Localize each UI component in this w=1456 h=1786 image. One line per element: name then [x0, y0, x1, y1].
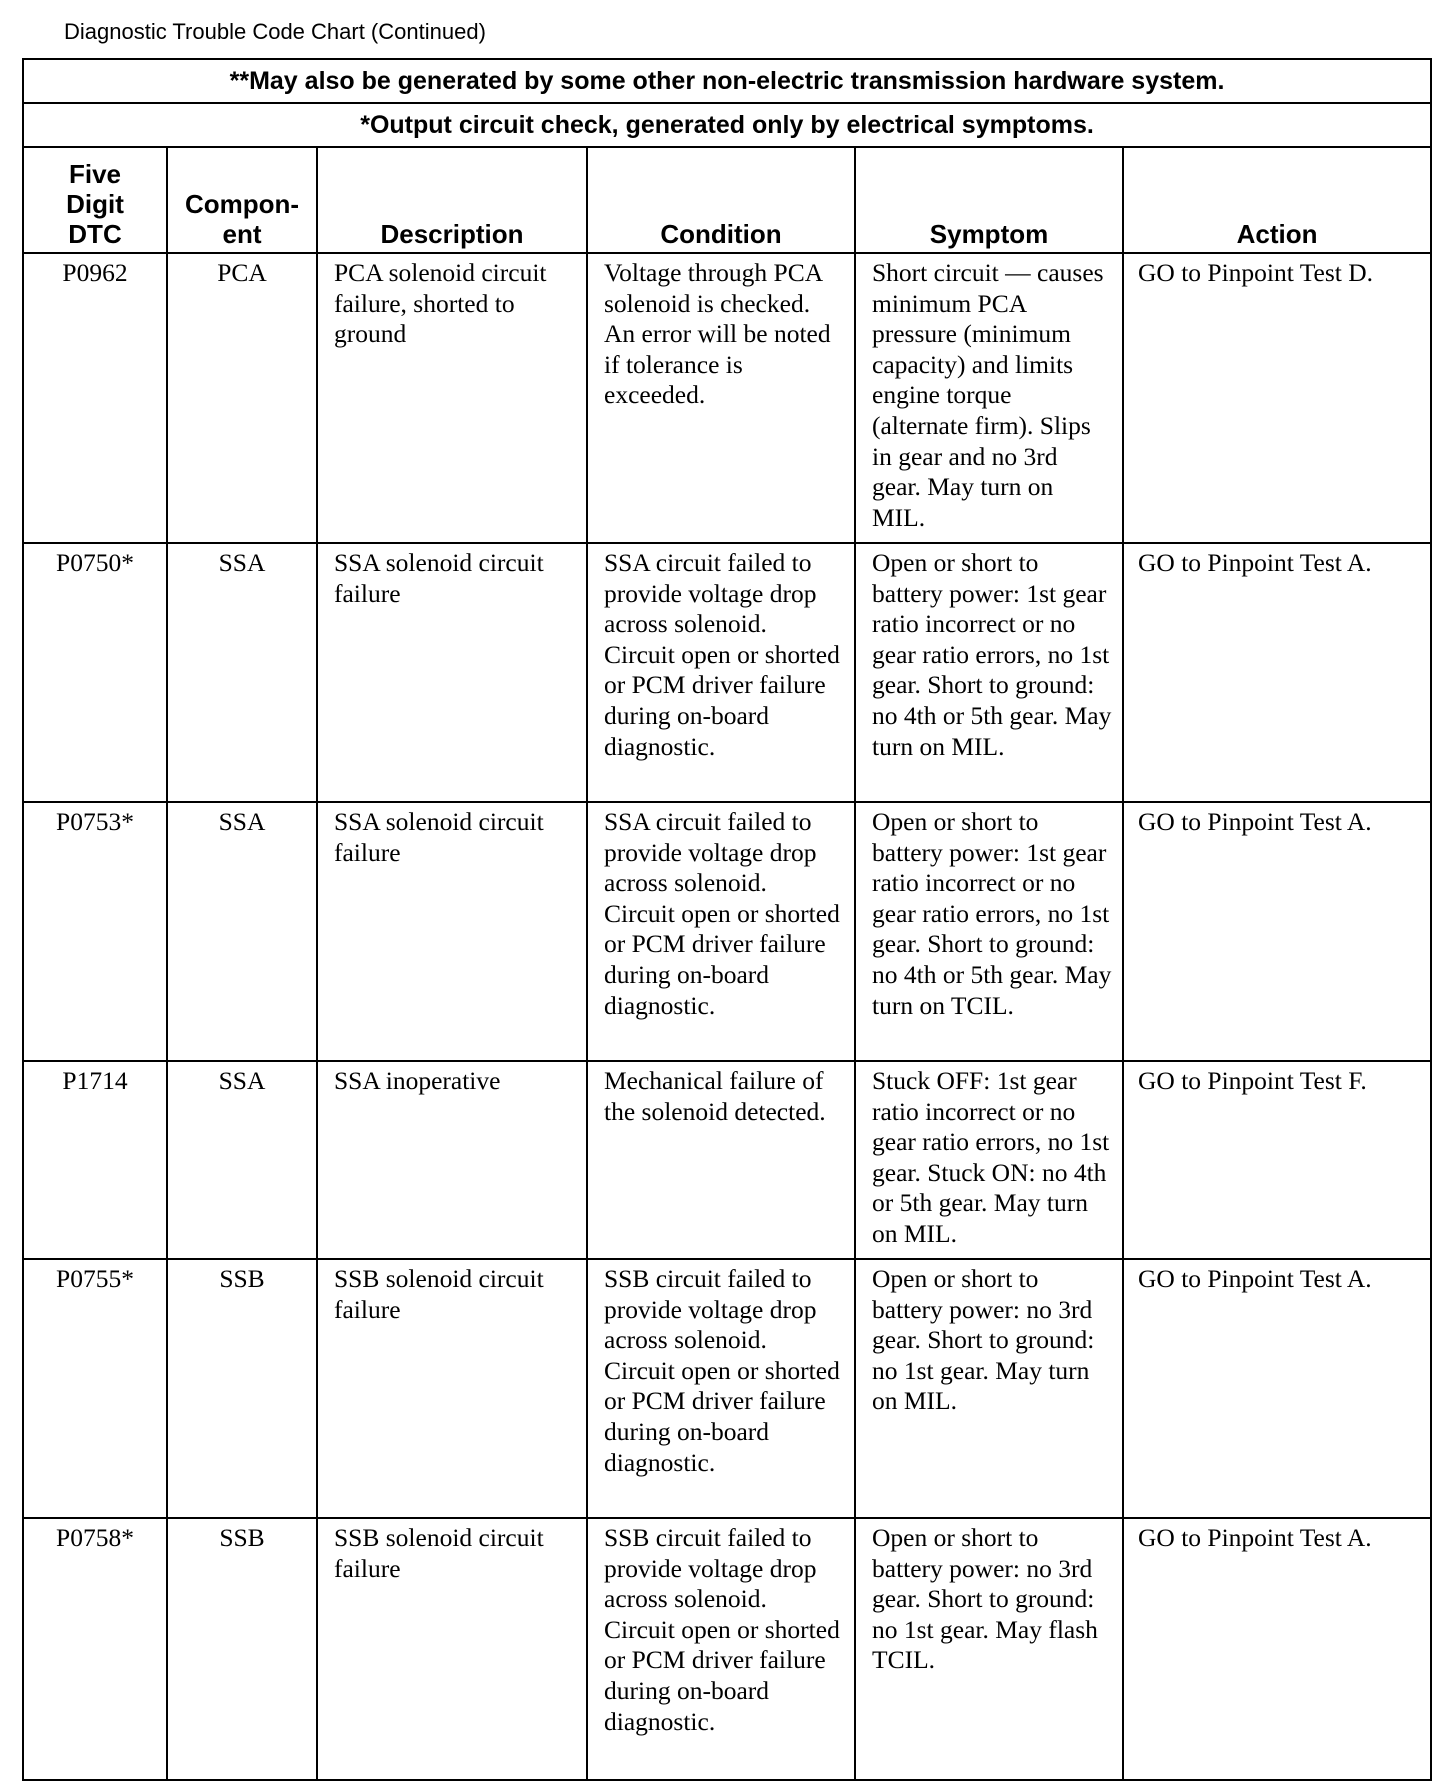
- table-row: [23, 543, 1431, 802]
- cell-condition: SSA circuit failed to provide voltage drop across solenoid. Circuit open or shorted or PCM driver failure during on-board diagnostic.: [587, 543, 855, 802]
- cell-condition: SSB circuit failed to provide voltage drop across solenoid. Circuit open or shorted or PCM driver failure during on-board diagnostic.: [587, 1518, 855, 1780]
- cell-action: GO to Pinpoint Test A.: [1123, 1518, 1431, 1780]
- cell-component: SSA: [167, 802, 317, 1061]
- cell-dtc: P0753*: [23, 802, 167, 1061]
- cell-symptom: Open or short to battery power: 1st gear ratio incorrect or no gear ratio errors, no 1st gear. Short to ground: no 4th or 5th gear. May turn on MIL.: [855, 543, 1123, 802]
- cell-action: GO to Pinpoint Test A.: [1123, 802, 1431, 1061]
- header-component-line-1: Compon-: [184, 189, 300, 219]
- table-row: [23, 253, 1431, 543]
- table-row: [23, 1061, 1431, 1259]
- cell-component: SSB: [167, 1518, 317, 1780]
- cell-condition: Voltage through PCA solenoid is checked. An error will be noted if tolerance is exceeded.: [587, 253, 855, 543]
- cell-dtc: P0750*: [23, 543, 167, 802]
- cell-dtc: P0962: [23, 253, 167, 543]
- cell-action: GO to Pinpoint Test D.: [1123, 253, 1431, 543]
- table-row: [23, 1518, 1431, 1780]
- cell-description: SSA solenoid circuit failure: [317, 802, 587, 1061]
- note-output-circuit: *Output circuit check, generated only by electrical symptoms.: [23, 103, 1431, 147]
- cell-component: SSB: [167, 1259, 317, 1518]
- cell-description: SSA solenoid circuit failure: [317, 543, 587, 802]
- header-condition: Condition: [587, 147, 855, 253]
- cell-description: SSB solenoid circuit failure: [317, 1518, 587, 1780]
- cell-dtc: P0758*: [23, 1518, 167, 1780]
- cell-condition: SSB circuit failed to provide voltage drop across solenoid. Circuit open or shorted or PCM driver failure during on-board diagnostic.: [587, 1259, 855, 1518]
- note-non-electric: **May also be generated by some other non-electric transmission hardware system.: [23, 59, 1431, 103]
- cell-description: SSB solenoid circuit failure: [317, 1259, 587, 1518]
- header-component-line-2: ent: [222, 219, 262, 249]
- note-row-output-circuit: [23, 103, 1431, 147]
- cell-component: SSA: [167, 1061, 317, 1259]
- cell-action: GO to Pinpoint Test A.: [1123, 1259, 1431, 1518]
- cell-description: PCA solenoid circuit failure, shorted to ground: [317, 253, 587, 543]
- cell-symptom: Stuck OFF: 1st gear ratio incorrect or no gear ratio errors, no 1st gear. Stuck ON: no 4th or 5th gear. May turn on MIL.: [855, 1061, 1123, 1259]
- header-dtc-line-2: Digit: [66, 189, 124, 219]
- cell-component: SSA: [167, 543, 317, 802]
- dtc-chart-table: [22, 58, 1432, 1781]
- header-dtc-line-1: Five: [68, 159, 122, 189]
- cell-symptom: Open or short to battery power: no 3rd gear. Short to ground: no 1st gear. May flash TCIL.: [855, 1518, 1123, 1780]
- cell-action: GO to Pinpoint Test A.: [1123, 543, 1431, 802]
- page-title: Diagnostic Trouble Code Chart (Continued): [64, 19, 486, 44]
- header-five-digit-dtc: [23, 147, 167, 253]
- cell-symptom: Open or short to battery power: 1st gear ratio incorrect or no gear ratio errors, no 1st gear. Short to ground: no 4th or 5th gear. May turn on TCIL.: [855, 802, 1123, 1061]
- header-component: [167, 147, 317, 253]
- cell-symptom: Short circuit — causes minimum PCA pressure (minimum capacity) and limits engine torque (alternate firm). Slips in gear and no 3rd gear. May turn on MIL.: [855, 253, 1123, 543]
- cell-action: GO to Pinpoint Test F.: [1123, 1061, 1431, 1259]
- table-row: [23, 1259, 1431, 1518]
- header-action: Action: [1123, 147, 1431, 253]
- column-header-row: [23, 147, 1431, 253]
- cell-component: PCA: [167, 253, 317, 543]
- cell-condition: SSA circuit failed to provide voltage drop across solenoid. Circuit open or shorted or PCM driver failure during on-board diagnostic.: [587, 802, 855, 1061]
- table-row: [23, 802, 1431, 1061]
- cell-symptom: Open or short to battery power: no 3rd gear. Short to ground: no 1st gear. May turn on MIL.: [855, 1259, 1123, 1518]
- cell-dtc: P1714: [23, 1061, 167, 1259]
- header-description: Description: [317, 147, 587, 253]
- header-dtc-line-3: DTC: [68, 219, 122, 249]
- cell-condition: Mechanical failure of the solenoid detected.: [587, 1061, 855, 1259]
- cell-dtc: P0755*: [23, 1259, 167, 1518]
- note-row-non-electric: [23, 59, 1431, 103]
- cell-description: SSA inoperative: [317, 1061, 587, 1259]
- header-symptom: Symptom: [855, 147, 1123, 253]
